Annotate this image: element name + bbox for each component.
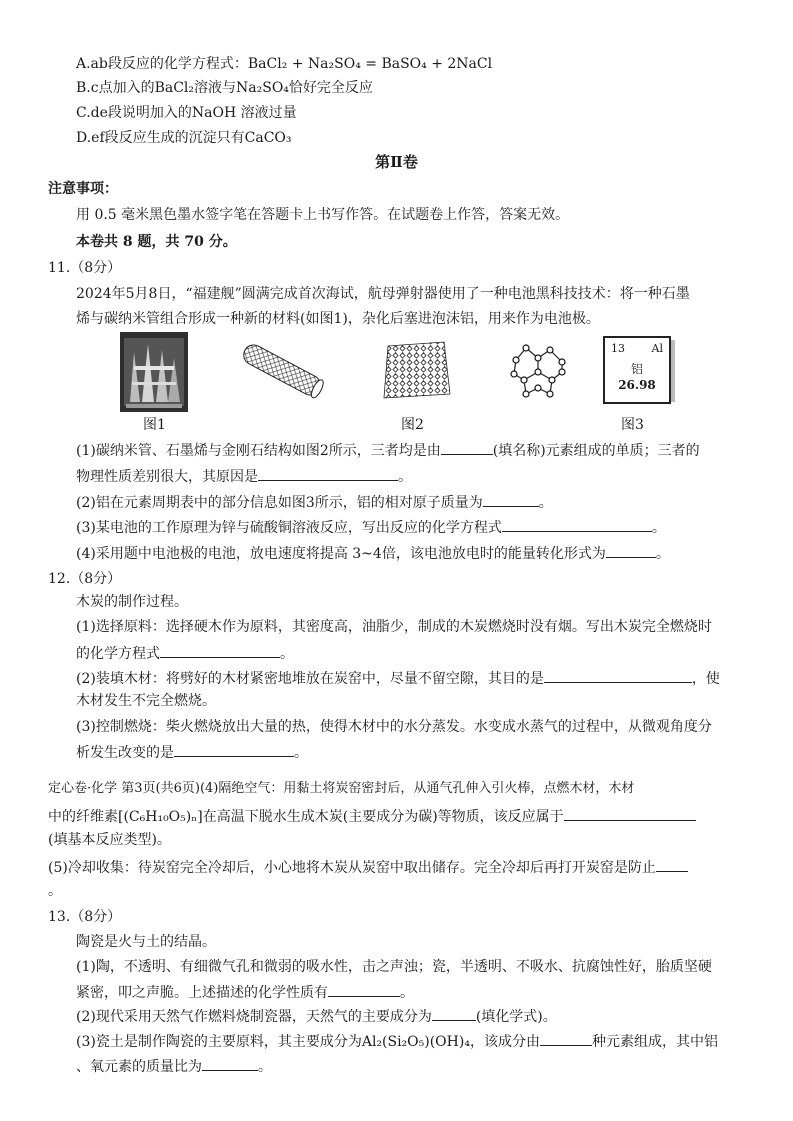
q11-part2	[76, 492, 553, 512]
q12-part3-text-c: 。	[294, 745, 308, 761]
q10-option-a: A.ab段反应的化学方程式：BaCl₂ + Na₂SO₄ = BaSO₄ + 2NaCl	[76, 56, 493, 72]
answer-blank[interactable]	[540, 1031, 592, 1046]
q13-part3-text-b: 种元素组成，其中铝	[591, 1034, 718, 1050]
q11-part1-text-b: (填名称)元素组成的单质；三者的	[492, 443, 700, 459]
q12-part2-text-a: (2)装填木材：将劈好的木材紧密地堆放在炭窑中，尽量不留空隙，其目的是	[76, 671, 544, 687]
q13-part1-line1: (1)陶，不透明、有细微气孔和微弱的吸水性，击之声浊；瓷，半透明、不吸水、抗腐蚀性好，胎质坚硬	[76, 959, 712, 975]
q12-part2-text-b: ，使	[691, 671, 720, 687]
carbon-nanotube	[236, 340, 328, 400]
element-symbol: Al	[651, 342, 663, 355]
graphene-sheet	[378, 338, 454, 402]
q12-intro: 木炭的制作过程。	[76, 594, 188, 610]
q13-part3-text-c: 、氧元素的质量比为	[76, 1059, 202, 1075]
answer-blank[interactable]	[328, 982, 400, 997]
q11-part4-text-b: 。	[655, 546, 670, 562]
q10-option-b: B.c点加入的BaCl₂溶液与Na₂SO₄恰好完全反应	[76, 80, 373, 96]
q13-part2-text-b: (填化学式)。	[475, 1009, 557, 1025]
q11-part1-text-a: (1)碳纳米管、石墨烯与金刚石结构如图2所示，三者均是由	[76, 443, 441, 459]
notice-text: 用 0.5 毫米黑色墨水签字笔在答题卡上书写作答。在试题卷上作答，答案无效。	[76, 207, 570, 223]
figure-1-caption: 图1	[143, 417, 166, 433]
figure-3-caption: 图3	[621, 417, 644, 433]
q12-part3-text-b: 析发生改变的是	[76, 745, 174, 761]
q12-part5-line1	[48, 857, 688, 877]
q12-part5-text-a: (5)冷却收集：待炭窑完全冷却后，小心地将木炭从炭窑中取出储存。完全冷却后再打开炭窑是防止	[48, 860, 656, 876]
q12-part3-line2	[76, 742, 308, 762]
answer-blank[interactable]	[160, 643, 280, 658]
q11-part1-line2	[76, 466, 412, 486]
q12-part1-text-c: 。	[280, 646, 294, 662]
answer-blank[interactable]	[606, 543, 656, 558]
q12-part3-line1: (3)控制燃烧：柴火燃烧放出大量的热，使得木材中的水分蒸发。水变成水蒸气的过程中，从微观角度分	[76, 719, 712, 735]
atomic-number: 13	[611, 342, 625, 355]
q10-option-c: C.de段说明加入的NaOH 溶液过量	[76, 105, 297, 121]
q11-part1-line1	[76, 440, 700, 460]
q12-part5-line2: 。	[48, 883, 62, 899]
q10-option-d: D.ef段反应生成的沉淀只有CaCO₃	[76, 130, 292, 146]
q13-part2	[76, 1006, 557, 1026]
q13-part1-text-c: 。	[400, 985, 414, 1001]
q13-part2-text-a: (2)现代采用天然气作燃料烧制瓷器，天然气的主要成分为	[76, 1009, 432, 1025]
answer-blank[interactable]	[656, 857, 688, 872]
q11-part3-text-a: (3)某电池的工作原理为锌与硫酸铜溶液反应，写出反应的化学方程式	[76, 520, 502, 536]
q11-part4-text-a: (4)采用题中电池极的电池，放电速度将提高 3~4倍，该电池放电时的能量转化形式为	[76, 546, 606, 562]
q13-part1-line2	[76, 982, 414, 1002]
q12-part1-line1: (1)选择原料：选择硬木作为原料，其密度高，油脂少，制成的木炭燃烧时没有烟。写出木炭完全燃烧时	[76, 619, 712, 635]
q13-part3-line2	[76, 1056, 272, 1076]
figure-2-caption: 图2	[401, 417, 424, 433]
atomic-mass: 26.98	[618, 378, 656, 392]
q11-part3-text-b: 。	[651, 520, 666, 536]
answer-blank[interactable]	[432, 1006, 476, 1021]
answer-blank[interactable]	[483, 492, 539, 507]
section-title: 第Ⅱ卷	[375, 153, 418, 171]
q13-part3-line1	[76, 1031, 718, 1051]
q12-part4-line2	[48, 806, 696, 826]
q11-part1-text-c: 物理性质差别很大，其原因是	[76, 469, 258, 485]
q11-intro-2: 烯与碳纳米管组合形成一种新的材料(如图1)，杂化后塞进泡沫铝，用来作为电池极。	[76, 311, 600, 327]
answer-blank[interactable]	[544, 668, 692, 683]
q13-intro: 陶瓷是火与土的结晶。	[76, 934, 216, 950]
q13-part1-text-b: 紧密，叩之声脆。上述描述的化学性质有	[76, 985, 328, 1001]
q11-part2-text-a: (2)铝在元素周期表中的部分信息如图3所示，铝的相对原子质量为	[76, 495, 483, 511]
q12-part1-line2	[76, 643, 294, 663]
q13-part3-text-a: (3)瓷土是制作陶瓷的主要原料，其主要成分为Al₂(Si₂O₅)(OH)₄，该成分由	[76, 1034, 540, 1050]
answer-blank[interactable]	[564, 806, 696, 821]
answer-blank[interactable]	[258, 466, 398, 481]
diamond-structure	[506, 340, 570, 400]
answer-blank[interactable]	[502, 517, 652, 532]
q12-part1-text-b: 的化学方程式	[76, 646, 160, 662]
q11-part4	[76, 543, 670, 563]
page-footer: 定心卷·化学 第3页(共6页)	[48, 781, 200, 796]
q12-header: 12.（8分）	[48, 571, 122, 587]
q11-part1-text-d: 。	[398, 469, 412, 485]
q11-intro-1: 2024年5月8日，“福建舰”圆满完成首次海试，航母弹射器使用了一种电池黑科技技术：将一种石墨	[76, 286, 690, 302]
q11-header: 11.（8分）	[48, 260, 122, 276]
answer-blank[interactable]	[174, 742, 294, 757]
q12-part4-text-a: (4)隔绝空气：用黏土将炭窑密封后，从通气孔伸入引火棒，点燃木材，木材	[199, 781, 635, 796]
q13-header: 13.（8分）	[48, 909, 122, 925]
section-summary: 本卷共 8 题，共 70 分。	[76, 234, 237, 250]
q13-part3-text-d: 。	[258, 1059, 272, 1075]
q11-part2-text-b: 。	[538, 495, 553, 511]
q12-part2-line2: 木材发生不完全燃烧。	[76, 693, 216, 709]
q12-part4-text-b: 中的纤维素[(C₆H₁₀O₅)ₙ]在高温下脱水生成木炭(主要成分为碳)等物质，该反应属于	[48, 809, 564, 825]
material-photo	[120, 332, 188, 412]
notice-heading: 注意事项：	[48, 181, 118, 197]
answer-blank[interactable]	[202, 1056, 258, 1071]
answer-blank[interactable]	[441, 440, 493, 455]
element-card-aluminium	[603, 336, 671, 404]
q12-part4-line1	[48, 780, 634, 798]
q12-part2-line1	[76, 668, 720, 688]
q12-part4-line3: (填基本反应类型)。	[48, 832, 171, 848]
element-name: 铝	[630, 362, 643, 376]
q11-part3	[76, 517, 666, 537]
